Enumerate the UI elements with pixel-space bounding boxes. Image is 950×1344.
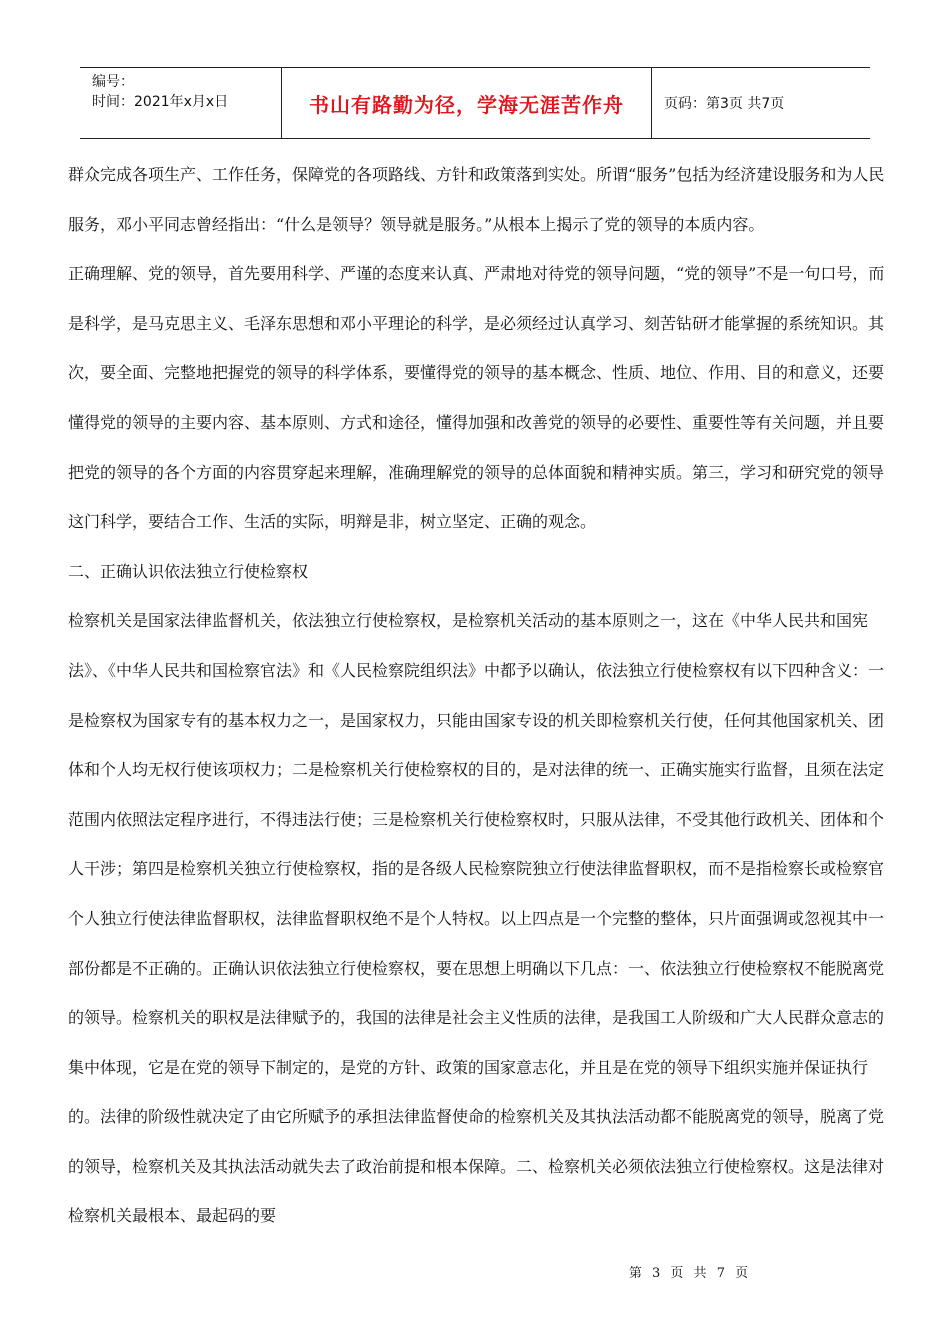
header-motto: 书山有路勤为径，学海无涯苦作舟 xyxy=(282,68,652,138)
page-footer: 第 3 页 共 7 页 xyxy=(628,1266,752,1281)
document-body xyxy=(68,150,888,1241)
page-header xyxy=(80,67,870,139)
body-paragraph-1: 群众完成各项生产、工作任务，保障党的各项路线、方针和政策落到实处。所谓“服务”包括为经济建设服务和为人民服务，邓小平同志曾经指出：“什么是领导？领导就是服务。”从根本上揭示了党的领导的本质内容。 xyxy=(68,165,885,234)
section-heading: 二、正确认识依法独立行使检察权 xyxy=(68,561,309,581)
header-meta xyxy=(80,68,282,138)
body-paragraph-3: 检察机关是国家法律监督机关，依法独立行使检察权，是检察机关活动的基本原则之一，这在《中华人民共和国宪法》、《中华人民共和国检察官法》和《人民检察院组织法》中都予以确认，依法独立行使检察权有以下四种含义：一是检察权为国家专有的基本权力之一，是国家权力，只能由国家专设的机关即检察机关行使，任何其他国家机关、团体和个人均无权行使该项权力；二是检察机关行使检察权的目的，是对法律的统一、正确实施实行监督，且须在法定范围内依照法定程序进行，不得违法行使；三是检察机关行使检察权时，只服从法律，不受其他行政机关、团体和个人干涉；第四是检察机关独立行使检察权，指的是各级人民检察院独立行使法律监督职权，而不是指检察长或检察官个人独立行使法律监督职权，法律监督职权绝不是个人特权。以上四点是一个完整的整体，只片面强调或忽视其中一部份都是不正确的。正确认识依法独立行使检察权，要在思想上明确以下几点：一、依法独立行使检察权不能脱离党的领导。检察机关的职权是法律赋予的，我国的法律是社会主义性质的法律，是我国工人阶级和广大人民群众意志的集中体现，它是在党的领导下制定的，是党的方针、政策的国家意志化，并且是在党的领导下组织实施并保证执行的。法律的阶级性就决定了由它所赋予的承担法律监督使命的检察机关及其执法活动都不能脱离党的领导，脱离了党的领导，检察机关及其执法活动就失去了政治前提和根本保障。二、检察机关必须依法独立行使检察权。这是法律对检察机关最根本、最起码的要 xyxy=(68,611,885,1226)
document-date: 时间：2021年x月x日 xyxy=(92,94,229,110)
document-number-label: 编号： xyxy=(92,74,134,90)
body-paragraph-2: 正确理解、党的领导，首先要用科学、严谨的态度来认真、严肃地对待党的领导问题，“党的领导”不是一句口号，而是科学，是马克思主义、毛泽东思想和邓小平理论的科学，是必须经过认真学习、刻苦钻研才能掌握的系统知识。其次，要全面、完整地把握党的领导的科学体系，要懂得党的领导的基本概念、性质、地位、作用、目的和意义，还要懂得党的领导的主要内容、基本原则、方式和途径，懂得加强和改善党的领导的必要性、重要性等有关问题，并且要把党的领导的各个方面的内容贯穿起来理解，准确理解党的领导的总体面貌和精神实质。第三，学习和研究党的领导这门科学，要结合工作、生活的实际，明辩是非，树立坚定、正确的观念。 xyxy=(68,264,885,532)
header-page-info: 页码：第3页 共7页 xyxy=(664,96,785,112)
